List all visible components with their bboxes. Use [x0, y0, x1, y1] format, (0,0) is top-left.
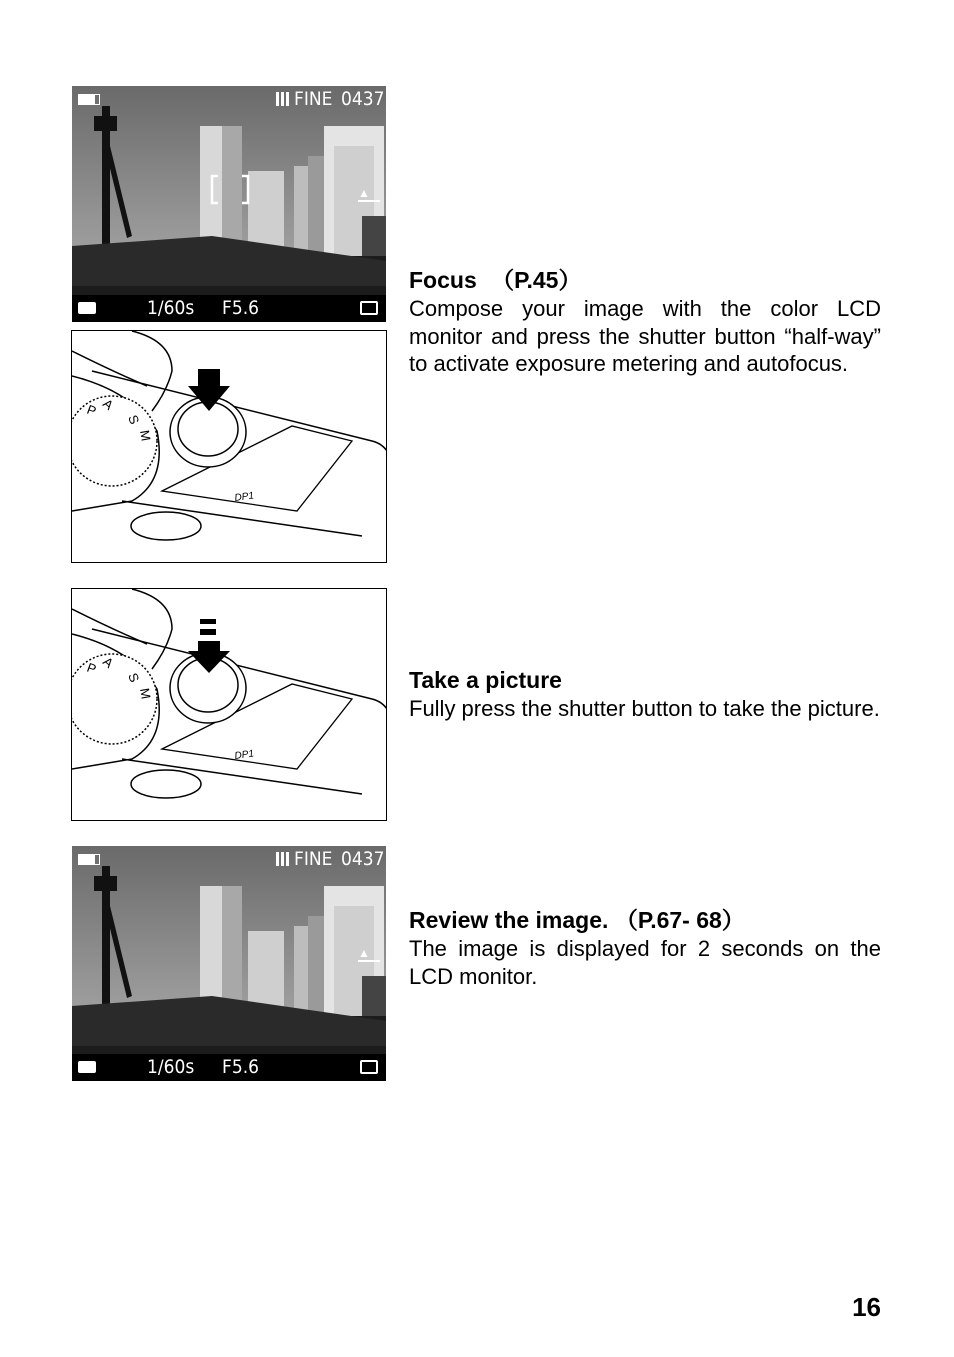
svg-text:S: S [125, 412, 143, 427]
quality-label: FINE [294, 88, 333, 110]
svg-text:P: P [84, 401, 99, 419]
scene-mode-icon: ▲ [358, 186, 380, 202]
svg-text:M: M [137, 686, 154, 701]
city-scene-image [72, 846, 386, 1081]
battery-icon [78, 854, 100, 865]
review-section [409, 906, 881, 990]
review-heading [409, 906, 881, 934]
lcd-status-bar [72, 1054, 386, 1081]
focus-page-ref: （P.45） [491, 267, 582, 293]
lcd-status-bar [72, 295, 386, 322]
image-size-icon [276, 92, 290, 106]
page-number: 16 [852, 1292, 881, 1322]
lcd-focus-screen [72, 86, 386, 322]
take-picture-description: Fully press the shutter button to take the picture. [409, 696, 880, 721]
focus-heading [409, 266, 881, 294]
quality-label: FINE [294, 848, 333, 870]
lcd-review-screen [72, 846, 386, 1081]
svg-text:M: M [137, 428, 154, 443]
focus-description: Compose your image with the color LCD monitor and press the shutter button “half-way” to activate exposure metering and autofocus. [409, 296, 881, 376]
frame-count: 0437 [341, 88, 385, 110]
focus-section [409, 266, 881, 378]
shutter-speed: 1/60s [147, 297, 195, 319]
model-label: DP1 [233, 490, 255, 504]
svg-text:S: S [125, 670, 143, 685]
shutter-speed: 1/60s [147, 1056, 195, 1078]
aperture: F5.6 [222, 1056, 260, 1078]
focus-heading-title: Focus [409, 267, 477, 293]
review-description: The image is displayed for 2 seconds on the LCD monitor. [409, 936, 881, 989]
svg-text:A: A [100, 395, 117, 413]
battery-icon [78, 94, 100, 105]
frame-count: 0437 [341, 848, 385, 870]
take-picture-heading: Take a picture [409, 667, 562, 693]
take-picture-section [409, 666, 881, 723]
camera-mode-icon [78, 302, 96, 314]
camera-full-press-illustration [71, 588, 387, 821]
metering-icon [360, 301, 378, 315]
review-heading-title: Review the image. [409, 907, 609, 933]
aperture: F5.6 [222, 297, 260, 319]
scene-mode-icon: ▲ [358, 946, 380, 962]
svg-text:P: P [84, 659, 99, 677]
metering-icon [360, 1060, 378, 1074]
svg-text:DP1: DP1 [233, 748, 255, 762]
camera-mode-icon [78, 1061, 96, 1073]
image-size-icon [276, 852, 290, 866]
review-page-ref: （P.67- 68） [614, 907, 745, 933]
city-scene-image [72, 86, 386, 322]
svg-text:A: A [100, 653, 117, 671]
camera-half-press-illustration [71, 330, 387, 563]
